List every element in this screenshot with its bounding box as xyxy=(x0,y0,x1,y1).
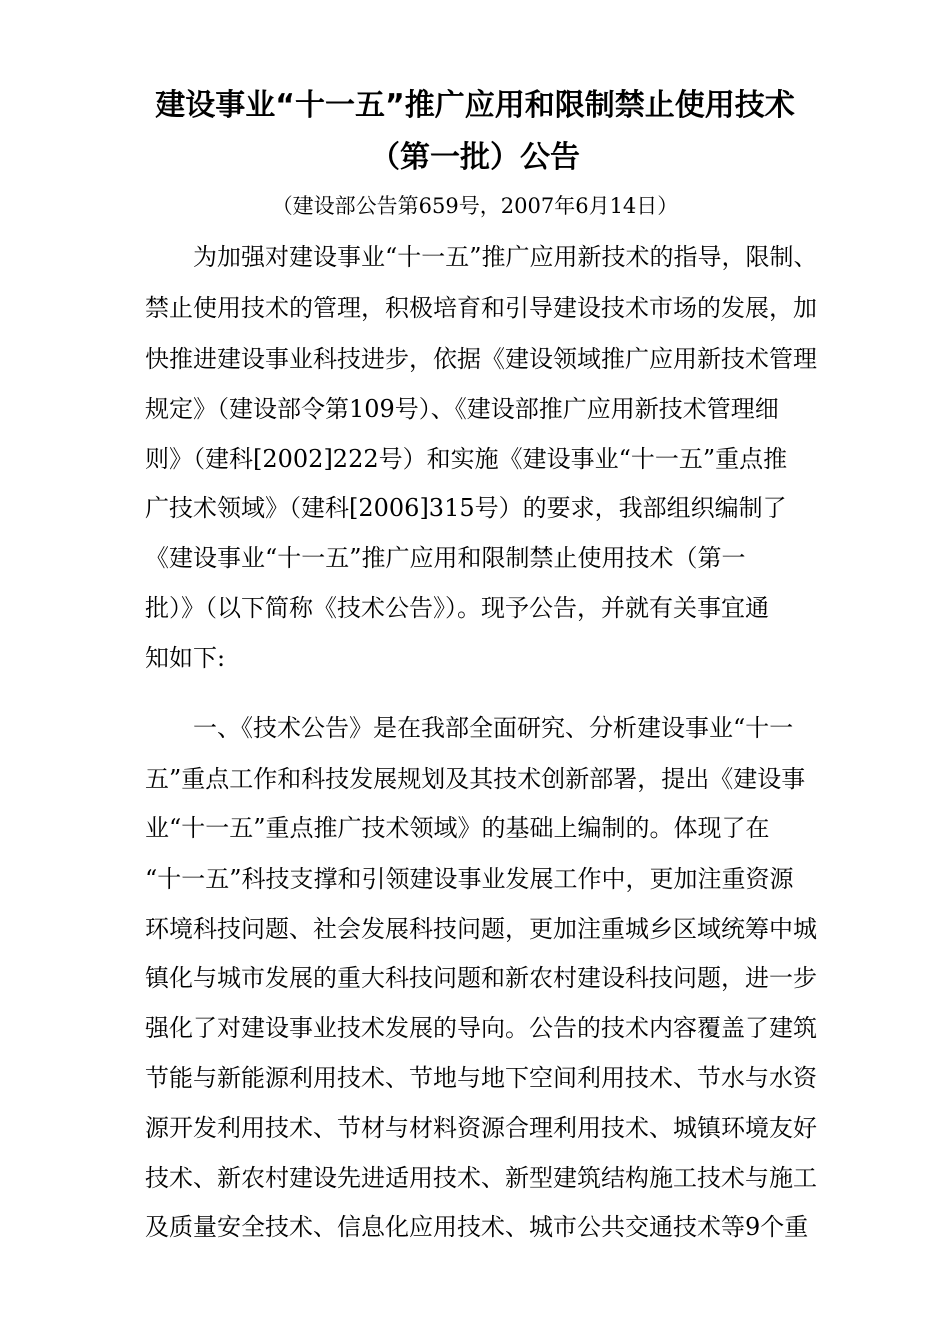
paragraph-1-line: 知如下: xyxy=(145,644,226,672)
document-title-line-2: （第一批）公告 xyxy=(370,140,580,175)
paragraph-2-line: 环境科技问题、社会发展科技问题，更加注重城乡区域统筹中城 xyxy=(145,915,817,943)
document-subtitle: （建设部公告第659号，2007年6月14日） xyxy=(271,194,679,218)
paragraph-2-line: 强化了对建设事业技术发展的导向。公告的技术内容覆盖了建筑 xyxy=(145,1014,817,1042)
paragraph-2-line: 五”重点工作和科技发展规划及其技术创新部署，提出《建设事 xyxy=(145,765,806,793)
paragraph-2-line: 业“十一五”重点推广技术领域》的基础上编制的。体现了在 xyxy=(145,814,770,842)
paragraph-1-line: 规定》（建设部令第109号）、《建设部推广应用新技术管理细 xyxy=(145,395,779,423)
paragraph-2-line: 及质量安全技术、信息化应用技术、城市公共交通技术等9个重 xyxy=(145,1213,809,1241)
paragraph-1-line: 批）》（以下简称《技术公告》）。现予公告，并就有关事宜通 xyxy=(145,594,769,622)
paragraph-2-line: 源开发利用技术、节材与材料资源合理利用技术、城镇环境友好 xyxy=(145,1114,817,1142)
paragraph-2-line: 技术、新农村建设先进适用技术、新型建筑结构施工技术与施工 xyxy=(145,1164,817,1192)
paragraph-2-line: “十一五”科技支撑和引领建设事业发展工作中，更加注重资源 xyxy=(145,865,794,893)
paragraph-1-line: 为加强对建设事业“十一五”推广应用新技术的指导，限制、 xyxy=(193,243,818,271)
paragraph-2-line: 一、《技术公告》是在我部全面研究、分析建设事业“十一 xyxy=(193,714,794,742)
paragraph-1-line: 则》（建科[2002]222号）和实施《建设事业“十一五”重点推 xyxy=(145,445,788,473)
paragraph-2-line: 节能与新能源利用技术、节地与地下空间利用技术、节水与水资 xyxy=(145,1064,817,1092)
paragraph-1-line: 快推进建设事业科技进步，依据《建设领域推广应用新技术管理 xyxy=(145,345,817,373)
paragraph-1-line: 禁止使用技术的管理，积极培育和引导建设技术市场的发展，加 xyxy=(145,294,817,322)
paragraph-1-line: 《建设事业“十一五”推广应用和限制禁止使用技术（第一 xyxy=(145,544,746,572)
paragraph-1-line: 广技术领域》（建科[2006]315号）的要求，我部组织编制了 xyxy=(145,494,787,522)
paragraph-2-line: 镇化与城市发展的重大科技问题和新农村建设科技问题，进一步 xyxy=(145,964,817,992)
document-title-line-1: 建设事业“十一五”推广应用和限制禁止使用技术 xyxy=(155,88,795,123)
